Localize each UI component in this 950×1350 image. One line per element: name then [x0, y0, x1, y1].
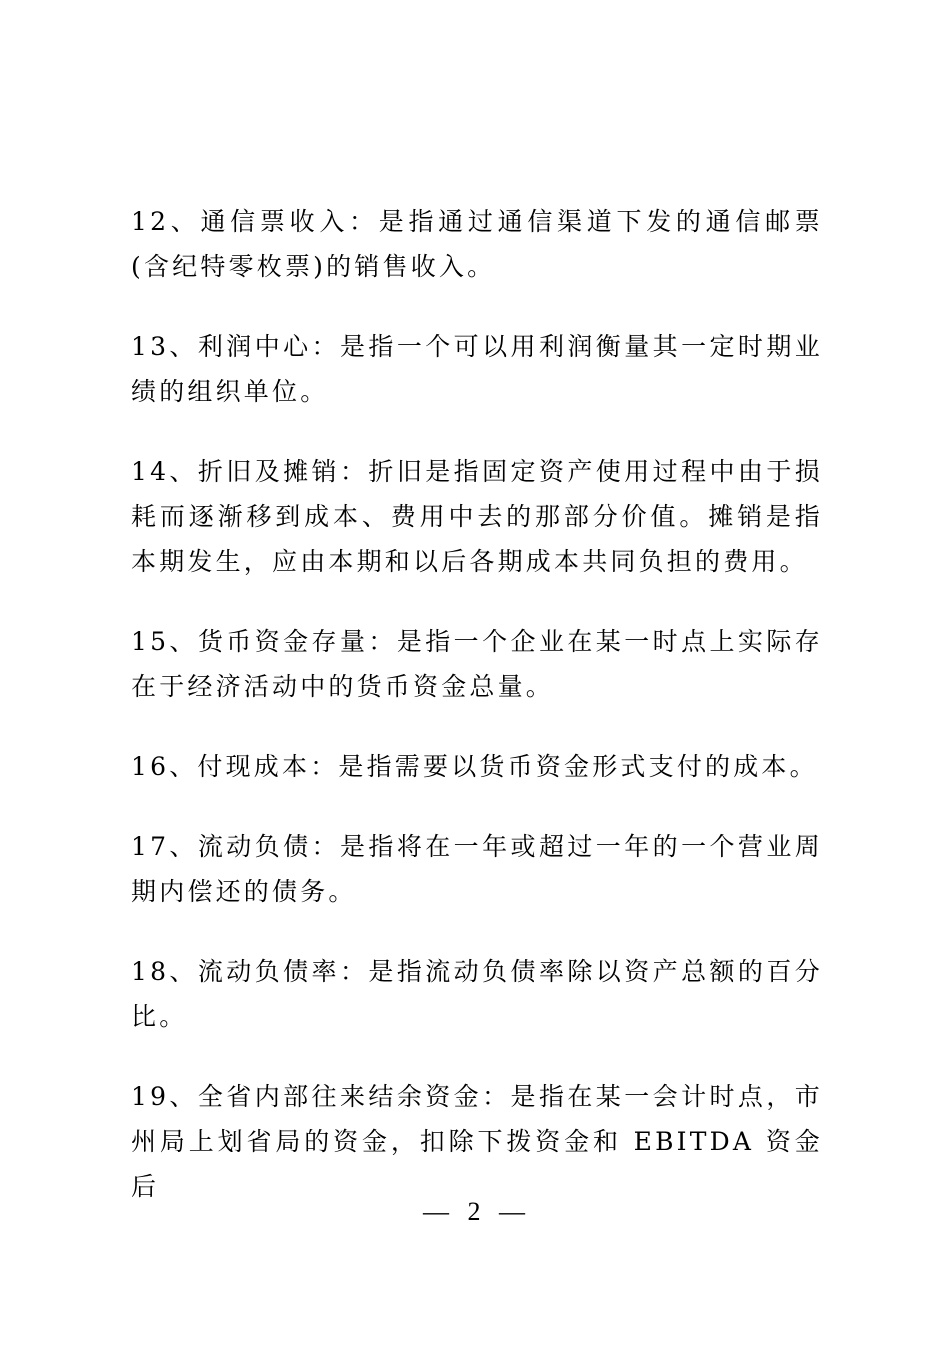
page-number: 2: [467, 1197, 483, 1226]
document-body: [131, 199, 823, 1209]
paragraph-item-15: 15、货币资金存量：是指一个企业在某一时点上实际存在于经济活动中的货币资金总量。: [131, 627, 823, 701]
paragraph-item-19: 19、全省内部往来结余资金：是指在某一会计时点，市州局上划省局的资金，扣除下拨资金和 EBITDA 资金后: [131, 1082, 823, 1201]
paragraph-item-14: 14、折旧及摊销：折旧是指固定资产使用过程中由于损耗而逐渐移到成本、费用中去的那部分价值。摊销是指本期发生，应由本期和以后各期成本共同负担的费用。: [131, 457, 823, 576]
page-footer: [0, 1192, 950, 1232]
paragraph-item-13: 13、利润中心：是指一个可以用利润衡量其一定时期业绩的组织单位。: [131, 332, 823, 406]
paragraph-item-12: 12、通信票收入：是指通过通信渠道下发的通信邮票(含纪特零枚票)的销售收入。: [131, 207, 823, 281]
footer-dash-right: —: [499, 1197, 527, 1226]
paragraph-item-17: 17、流动负债：是指将在一年或超过一年的一个营业周期内偿还的债务。: [131, 832, 823, 906]
footer-dash-left: —: [423, 1197, 451, 1226]
paragraph-item-18: 18、流动负债率：是指流动负债率除以资产总额的百分比。: [131, 957, 823, 1031]
paragraph-item-16: 16、付现成本：是指需要以货币资金形式支付的成本。: [131, 752, 818, 781]
